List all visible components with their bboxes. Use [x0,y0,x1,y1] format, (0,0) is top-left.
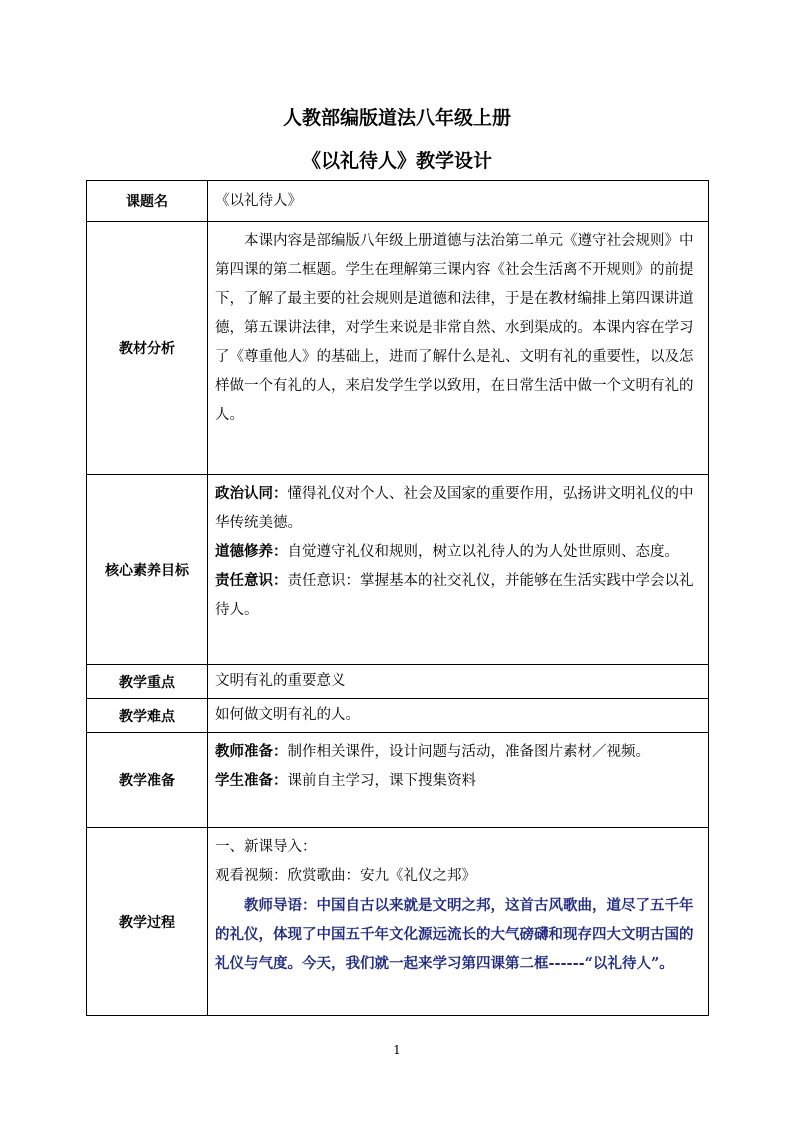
teacher-prep-text: 制作相关课件，设计问题与活动，准备图片素材／视频。 [287,744,650,760]
table-row-process [87,828,709,1016]
preparation-cell [208,733,709,828]
table-row-preparation [87,733,709,828]
key-point-value: 文明有礼的重要意义 [208,665,709,699]
table-row-difficulty [87,699,709,733]
goal-moral-title: 道德修养： [215,544,288,560]
table-row-goals [87,475,709,665]
document-subtitle: 《以礼待人》教学设计 [301,150,492,172]
goal-political-title: 政治认同： [215,486,288,502]
goal-political-text: 懂得礼仪对个人、社会及国家的重要作用，弘扬讲文明礼仪的中华传统美德。 [215,486,694,531]
process-video-text: 观看视频：欣赏歌曲：安九《礼仪之邦》 [215,868,476,884]
table-row-material [87,222,709,475]
goal-responsibility-text: 责任意识：掌握基本的社交礼仪，并能够在生活实践中学会以礼待人。 [215,573,694,618]
process-cell [208,828,709,1016]
goal-moral [215,538,704,567]
teacher-prep [215,738,704,767]
table-row-key-point [87,665,709,699]
document-title: 人教部编版道法八年级上册 [282,107,511,129]
goal-responsibility [215,567,704,625]
material-label: 教材分析 [87,222,208,475]
goals-cell [208,475,709,665]
difficulty-label: 教学难点 [87,699,208,733]
key-point-label: 教学重点 [87,665,208,699]
process-section-heading: 一、新课导入： [215,839,317,855]
goal-responsibility-title: 责任意识： [215,573,288,589]
material-cell [208,222,709,475]
preparation-label: 教学准备 [87,733,208,828]
lesson-plan-table [86,180,709,1016]
student-prep [215,767,704,796]
teacher-guide-text: 教师导语：中国自古以来就是文明之邦，这首古风歌曲，道尽了五千年的礼仪，体现了中国五千年文化源远流长的大气磅礴和现存四大文明古国的礼仪与气度。今天，我们就一起来学习第四课第二框------“以礼待人”。 [215,897,694,972]
page-number: 1 [393,1043,401,1057]
topic-value: 《以礼待人》 [208,181,709,222]
difficulty-value: 如何做文明有礼的人。 [208,699,709,733]
process-label: 教学过程 [87,828,208,1016]
topic-label: 课题名 [87,181,208,222]
table-row-topic [87,181,709,222]
teacher-prep-title: 教师准备： [215,744,288,760]
student-prep-title: 学生准备： [215,773,288,789]
student-prep-text: 课前自主学习，课下搜集资料 [287,773,476,789]
goal-moral-text: 自觉遵守礼仪和规则，树立以礼待人的为人处世原则、态度。 [287,544,679,560]
goal-political [215,480,704,538]
goals-label: 核心素养目标 [87,475,208,665]
material-analysis-text: 本课内容是部编版八年级上册道德与法治第二单元《遵守社会规则》中第四课的第二框题。学生在理解第三课内容《社会生活离不开规则》的前提下，了解了最主要的社会规则是道德和法律，于是在教材编排上第四课讲道德，第五课讲法律，对学生来说是非常自然、水到渠成的。本课内容在学习了《尊重他人》的基础上，进而了解什么是礼、文明有礼的重要性，以及怎样做一个有礼的人，来启发学生学以致用，在日常生活中做一个文明有礼的人。 [215,233,694,423]
